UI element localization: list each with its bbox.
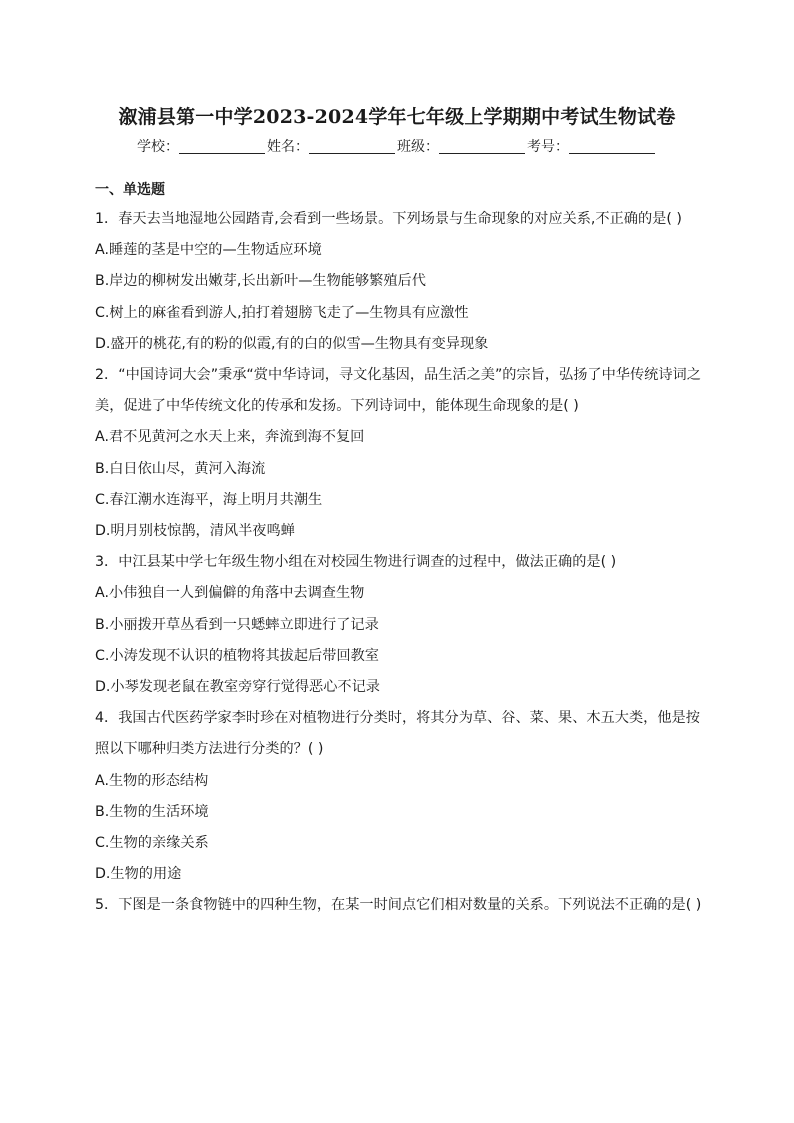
question-3-text: 3．中江县某中学七年级生物小组在对校园生物进行调查的过程中，做法正确的是( ) bbox=[95, 554, 617, 571]
question-1-option-c[interactable]: C.树上的麻雀看到游人,拍打着翅膀飞走了—生物具有应激性 bbox=[95, 304, 469, 321]
question-1 bbox=[95, 204, 705, 360]
class-field bbox=[397, 136, 527, 156]
question-2-text: 2．“中国诗词大会”秉承“赏中华诗词，寻文化基因，品生活之美”的宗旨，弘扬了中华传统诗词之美，促进了中华传统文化的传承和发扬。下列诗词中，能体现生命现象的是( ) bbox=[95, 367, 701, 415]
name-field bbox=[267, 136, 397, 156]
school-label: 学校： bbox=[137, 139, 179, 155]
exam-content bbox=[95, 178, 705, 922]
question-3-option-d[interactable]: D.小琴发现老鼠在教室旁穿行觉得恶心不记录 bbox=[95, 679, 380, 696]
question-4-option-c[interactable]: C.生物的亲缘关系 bbox=[95, 835, 209, 852]
question-2-option-b[interactable]: B.白日依山尽，黄河入海流 bbox=[95, 460, 266, 477]
exam-number-field bbox=[527, 136, 657, 156]
exam-number-blank[interactable] bbox=[569, 139, 655, 154]
question-2-option-d[interactable]: D.明月别枝惊鹊，清风半夜鸣蝉 bbox=[95, 523, 295, 540]
student-info-row bbox=[0, 136, 794, 156]
question-5 bbox=[95, 890, 705, 921]
question-2-option-c[interactable]: C.春江潮水连海平，海上明月共潮生 bbox=[95, 491, 323, 508]
question-4-text: 4．我国古代医药学家李时珍在对植物进行分类时，将其分为草、谷、菜、果、木五大类，他是按照以下哪种归类方法进行分类的？( ) bbox=[95, 710, 700, 758]
section-heading: 一、单选题 bbox=[95, 182, 165, 198]
class-blank[interactable] bbox=[439, 139, 525, 154]
question-5-text: 5．下图是一条食物链中的四种生物，在某一时间点它们相对数量的关系。下列说法不正确的是( ) bbox=[95, 897, 702, 914]
question-1-text: 1．春天去当地湿地公园踏青,会看到一些场景。下列场景与生命现象的对应关系,不正确的是( ) bbox=[95, 211, 682, 227]
question-1-option-b[interactable]: B.岸边的柳树发出嫩芽,长出新叶—生物能够繁殖后代 bbox=[95, 273, 426, 290]
question-4-option-b[interactable]: B.生物的生活环境 bbox=[95, 803, 209, 820]
class-label: 班级： bbox=[397, 139, 439, 155]
question-1-option-a[interactable]: A.睡莲的茎是中空的—生物适应环境 bbox=[95, 242, 322, 259]
exam-number-label: 考号： bbox=[527, 139, 569, 155]
question-4 bbox=[95, 703, 705, 890]
question-4-option-d[interactable]: D.生物的用途 bbox=[95, 866, 182, 883]
question-3-option-b[interactable]: B.小丽拨开草丛看到一只蟋蟀立即进行了记录 bbox=[95, 616, 379, 633]
school-blank[interactable] bbox=[179, 139, 265, 154]
question-2-option-a[interactable]: A.君不见黄河之水天上来，奔流到海不复回 bbox=[95, 429, 365, 446]
question-3-option-c[interactable]: C.小涛发现不认识的植物将其拔起后带回教室 bbox=[95, 647, 379, 664]
question-4-option-a[interactable]: A.生物的形态结构 bbox=[95, 772, 209, 789]
name-label: 姓名： bbox=[267, 139, 309, 155]
question-2 bbox=[95, 360, 705, 547]
name-blank[interactable] bbox=[309, 139, 395, 154]
question-3-option-a[interactable]: A.小伟独自一人到偏僻的角落中去调查生物 bbox=[95, 585, 365, 602]
exam-title: 溆浦县第一中学2023-2024学年七年级上学期期中考试生物试卷 bbox=[118, 106, 676, 128]
question-1-option-d[interactable]: D.盛开的桃花,有的粉的似霞,有的白的似雪—生物具有变异现象 bbox=[95, 335, 489, 352]
question-3 bbox=[95, 547, 705, 703]
school-field bbox=[137, 136, 267, 156]
